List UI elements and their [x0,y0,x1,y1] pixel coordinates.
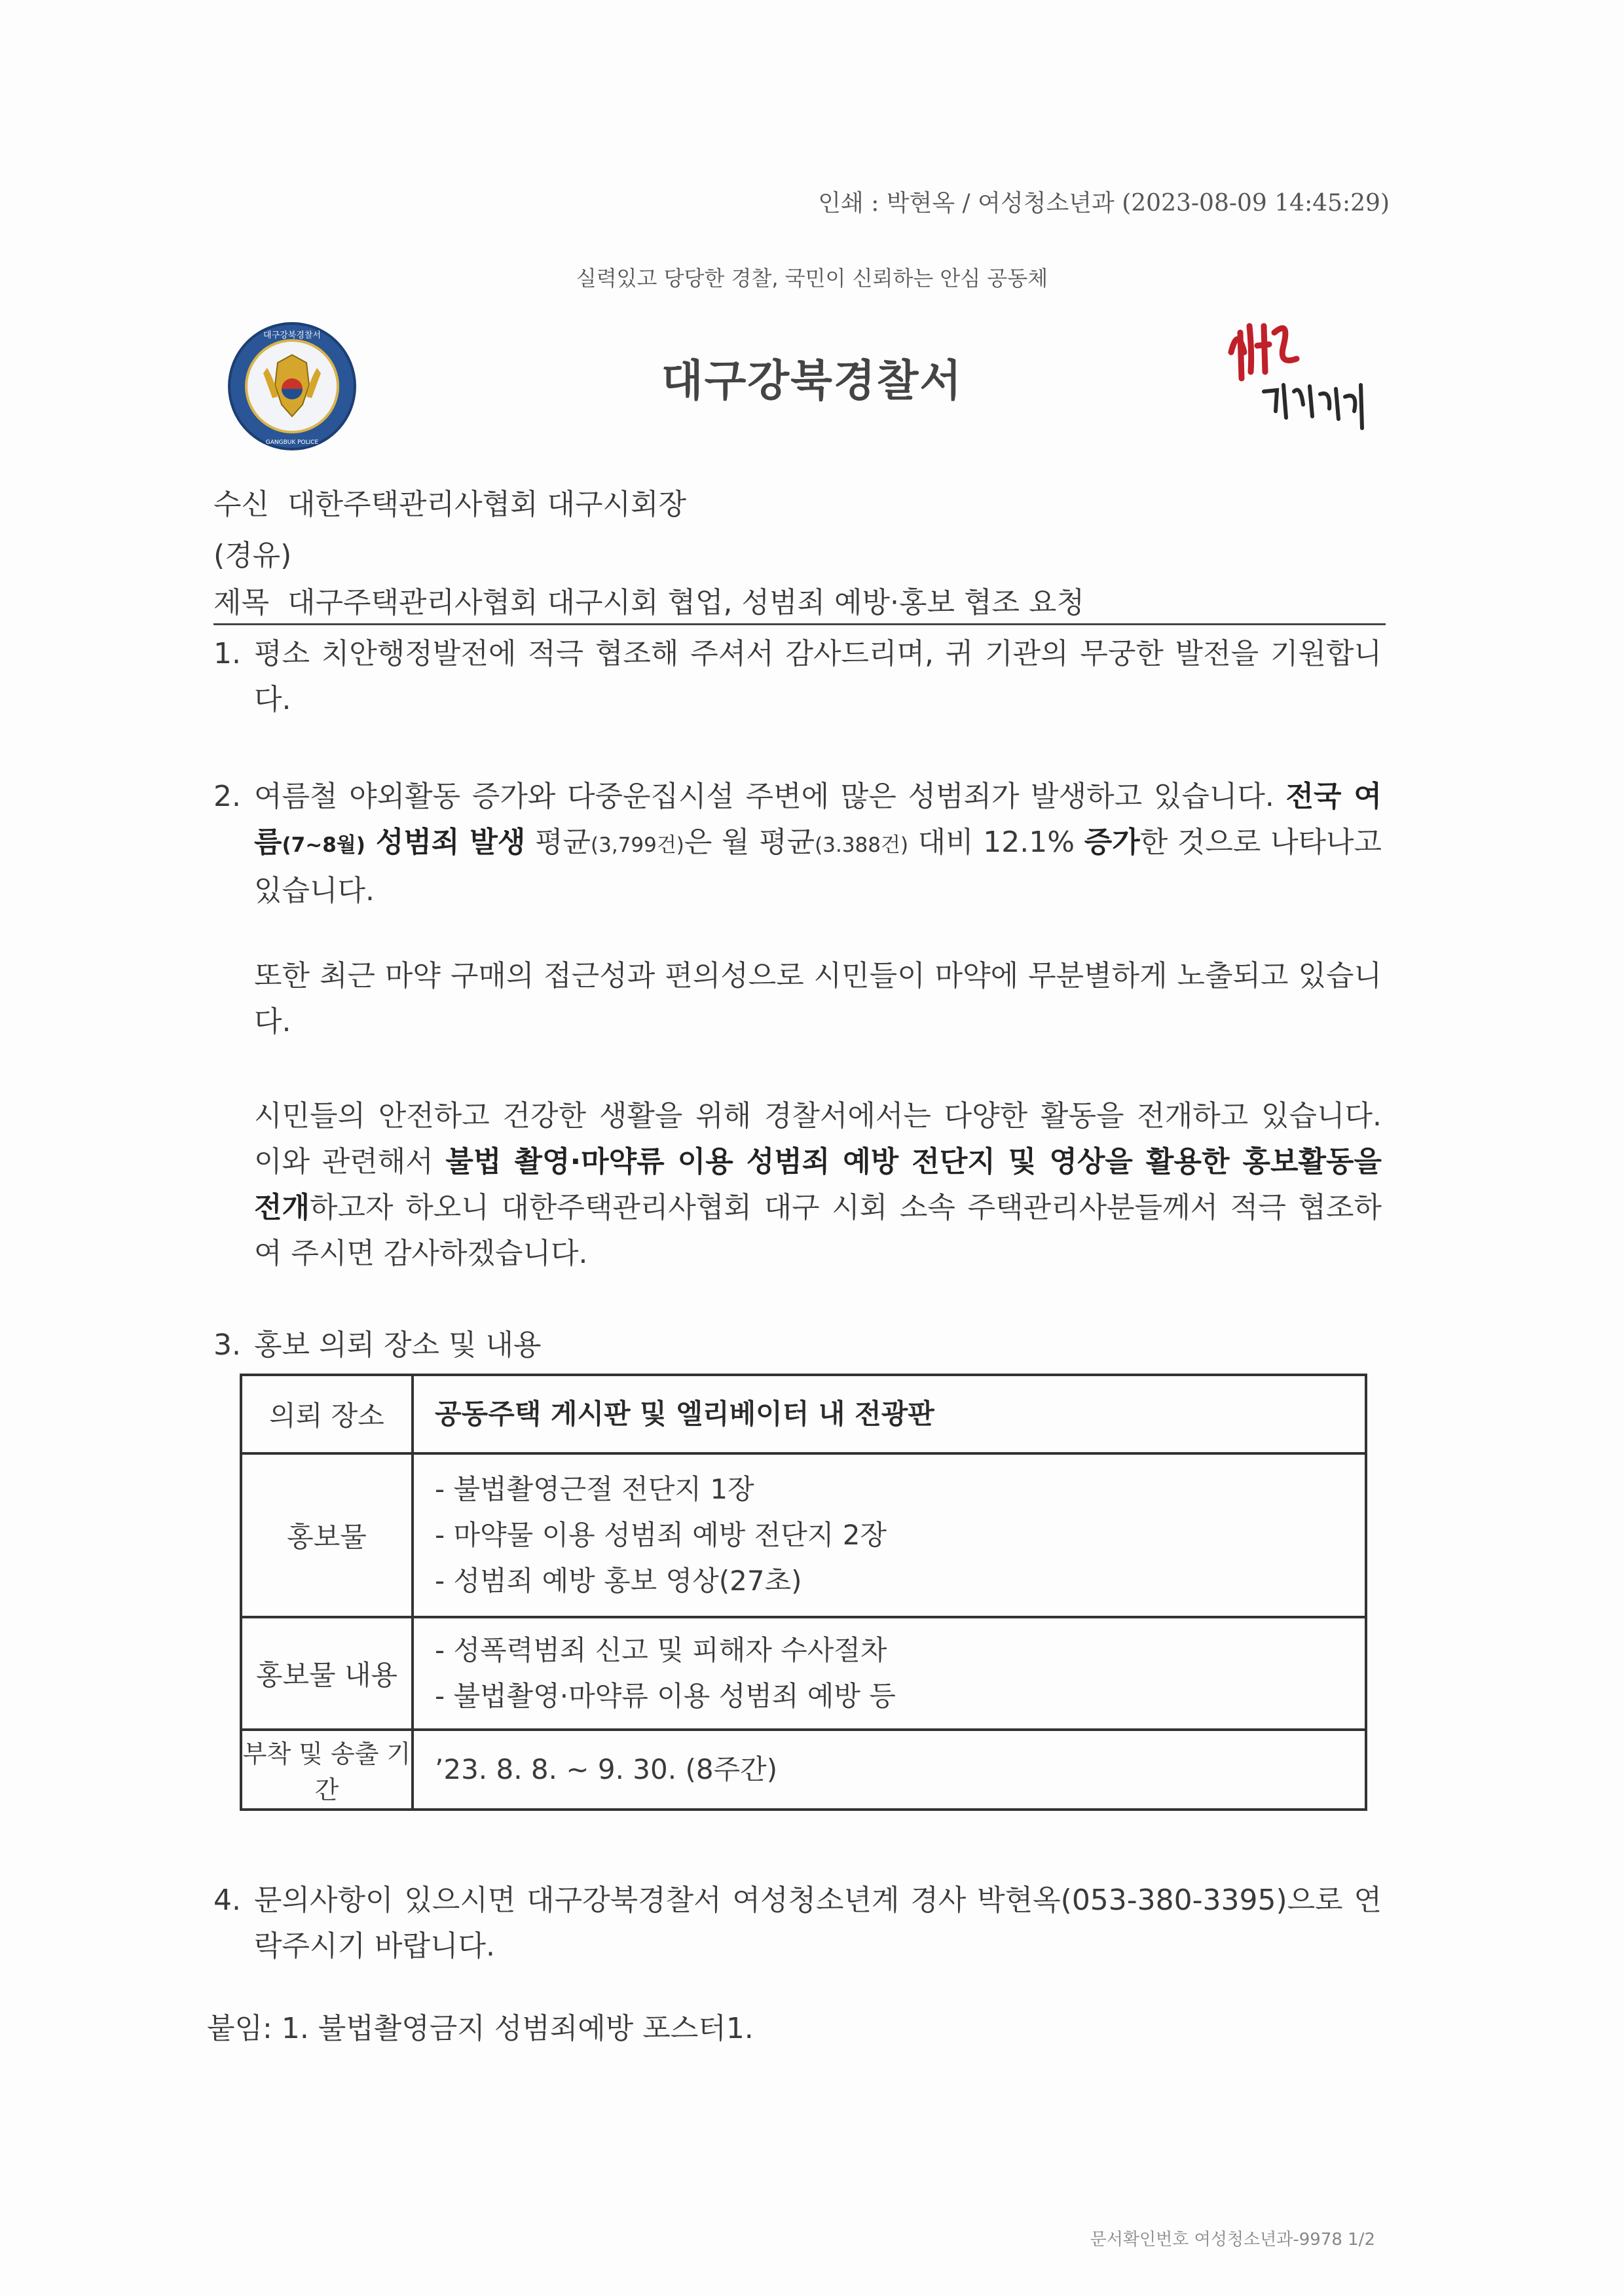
p4-text: 문의사항이 있으시면 대구강북경찰서 여성청소년계 경사 박현옥(053-380-3395)으로 연락주시기 바랍니다. [254,1884,1382,1963]
table-row [241,1617,1366,1730]
cell-line: - 불법촬영근절 전단지 1장 [435,1473,754,1505]
table-row [241,1730,1366,1810]
p1-text: 평소 치안행정발전에 적극 협조해 주셔서 감사드리며, 귀 기관의 무궁한 발전을 기원합니다. [254,637,1382,716]
subject-label: 제목 [213,586,270,619]
p2c-bold: 불법 촬영·마약류 이용 성범죄 예방 전단지 및 영상을 활용한 홍보활동을 전개 [254,1145,1382,1224]
header-divider [213,623,1386,625]
p2-b1: 전국 여름 [254,780,1382,859]
promotion-table [240,1374,1367,1811]
svg-text:대구강북경찰서: 대구강북경찰서 [263,331,321,340]
cell-line: ’23. 8. 8. ~ 9. 30. (8주간) [435,1753,778,1785]
p2-e: 한 것으로 나타나고 있습니다. [254,826,1382,907]
table-cell-period [413,1730,1366,1810]
via-line: (경유) [213,539,292,572]
p4-num: 4. [213,1884,241,1917]
subject-value: 대구주택관리사협회 대구시회 협업, 성범죄 예방·홍보 협조 요청 [287,586,1085,619]
svg-text:GANGBUK POLICE: GANGBUK POLICE [265,439,319,446]
recipient-label: 수신 [213,488,270,521]
cell-line: - 불법촬영·마약류 이용 성범죄 예방 등 [435,1680,896,1712]
recipient-line [213,481,686,522]
table-head-content: 홍보물 내용 [241,1617,413,1730]
p2b-text: 또한 최근 마약 구매의 접근성과 편의성으로 시민들이 마약에 무분별하게 노출되고 있습니다. [254,959,1382,1038]
table-row [241,1453,1366,1617]
p3-num: 3. [213,1328,241,1362]
cell-line: - 성범죄 예방 홍보 영상(27초) [435,1565,802,1597]
p2c-c: 하고자 하오니 대한주택관리사협회 대구 시회 소속 주택관리사분들께서 적극 협조하여 주시면 감사하겠습니다. [254,1191,1382,1270]
slogan: 실력있고 당당한 경찰, 국민이 신뢰하는 안심 공동체 [576,266,1048,291]
p3-text: 홍보 의뢰 장소 및 내용 [254,1328,542,1362]
p2-text [254,774,1382,914]
org-name: 대구강북경찰서 [661,355,963,406]
table-head-place: 의뢰 장소 [241,1375,413,1453]
p1-num: 1. [213,637,241,670]
cell-line: - 마약물 이용 성범죄 예방 전단지 2장 [435,1519,887,1551]
p2-num: 2. [213,780,241,813]
p2-c4: (3.388건) [815,833,909,857]
cell-line: - 성폭력범죄 신고 및 피해자 수사절차 [435,1634,887,1666]
p2c-a: 시민들의 안전하고 건강한 생활을 위해 경찰서에서는 다양한 활동을 전개하고 있습니다. 이와 관련해서 [254,1099,1382,1178]
print-info: 인쇄 : 박현옥 / 여성청소년과 (2023-08-09 14:45:29) [818,190,1390,217]
p2-c2: (3,799건) [591,833,684,857]
p2-sentence-a: 여름철 야외활동 증가와 다중운집시설 주변에 많은 성범죄가 발생하고 있습니다. [254,780,1274,813]
table-cell-place [413,1375,1366,1453]
table-head-material: 홍보물 [241,1453,413,1617]
table-row [241,1375,1366,1453]
recipient-value: 대한주택관리사협회 대구시회장 [287,488,687,521]
p2-bold-increase: 증가 [1084,826,1140,859]
p2-c3: 은 월 평균 [684,826,815,859]
table-cell-content [413,1617,1366,1730]
p2-c5: 대비 12.1% [908,826,1084,859]
attachment: 붙임: 1. 불법촬영금지 성범죄예방 포스터1. [207,2012,754,2045]
cell-line: 공동주택 게시판 및 엘리베이터 내 전광판 [435,1398,934,1430]
p2c-text [254,1093,1382,1277]
footer-code: 문서확인번호 여성청소년과-9978 1/2 [1090,2230,1375,2250]
table-cell-material [413,1453,1366,1617]
p2-c1: 평균 [525,826,591,859]
handwritten-slogan-icon [1218,306,1382,431]
subject-line [213,579,1084,621]
table-head-period: 부착 및 송출 기간 [241,1730,413,1810]
p2-b3: 성범죄 발생 [365,826,526,859]
p2-b2: (7~8월) [282,833,365,857]
